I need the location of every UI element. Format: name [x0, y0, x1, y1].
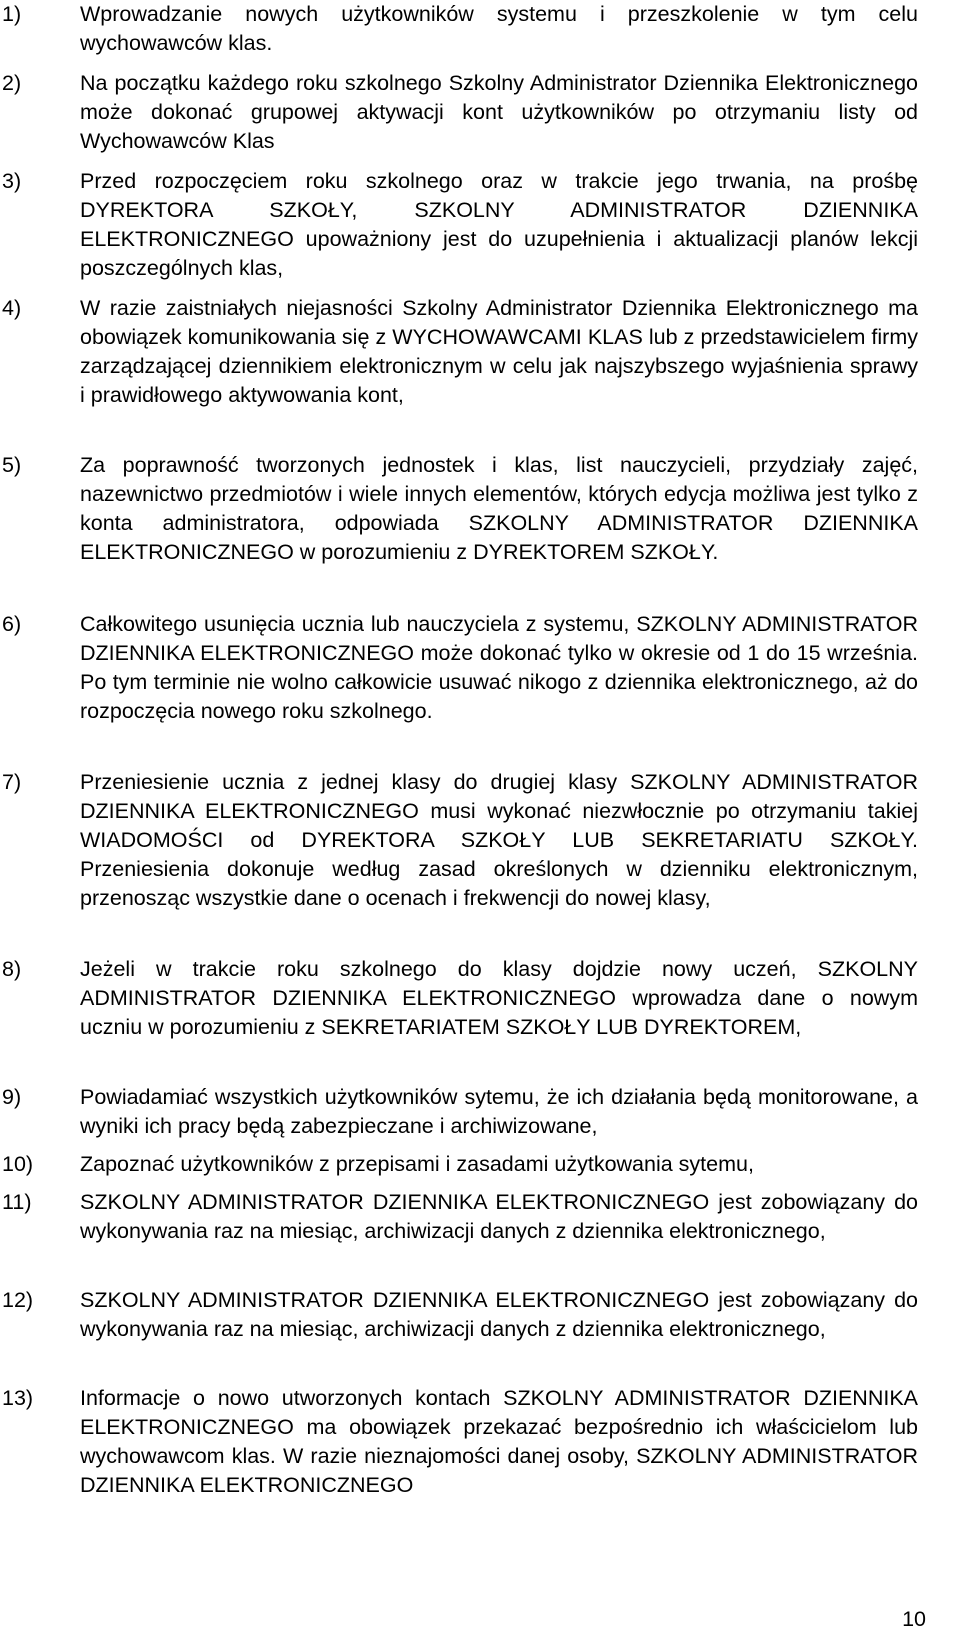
- item-number: 9): [2, 1085, 22, 1109]
- item-number: 12): [2, 1288, 34, 1312]
- list-item-12: [0, 1286, 960, 1344]
- item-text: Wprowadzanie nowych użytkowników systemu i przeszkolenie w tym celu wychowawców klas.: [80, 2, 918, 55]
- item-text: Powiadamiać wszystkich użytkowników sytemu, że ich działania będą monitorowane, a wyniki ich pracy będą zabezpieczane i archiwizowane,: [80, 1085, 918, 1138]
- item-text: Jeżeli w trakcie roku szkolnego do klasy dojdzie nowy uczeń, SZKOLNY ADMINISTRATOR DZIENNIKA ELEKTRONICZNEGO wprowadza dane o nowym uczniu w porozumieniu z SEKRETARIATEM SZKOŁY LUB DYREKTOREM,: [80, 957, 918, 1039]
- item-number: 10): [2, 1152, 34, 1176]
- item-number: 2): [2, 71, 22, 95]
- list-item-11: [0, 1188, 960, 1246]
- list-item-4: [0, 294, 960, 410]
- item-number: 7): [2, 770, 22, 794]
- item-text: Zapoznać użytkowników z przepisami i zasadami użytkowania sytemu,: [80, 1152, 754, 1176]
- item-number: 4): [2, 296, 22, 320]
- item-number: 8): [2, 957, 22, 981]
- item-number: 3): [2, 169, 22, 193]
- list-item-1: [0, 0, 960, 58]
- item-number: 6): [2, 612, 22, 636]
- list-item-2: [0, 69, 960, 156]
- list-item-10: [0, 1150, 960, 1179]
- item-text: SZKOLNY ADMINISTRATOR DZIENNIKA ELEKTRONICZNEGO jest zobowiązany do wykonywania raz na miesiąc, archiwizacji danych z dziennika elektronicznego,: [80, 1288, 918, 1341]
- item-number: 1): [2, 2, 22, 26]
- item-text: SZKOLNY ADMINISTRATOR DZIENNIKA ELEKTRONICZNEGO jest zobowiązany do wykonywania raz na miesiąc, archiwizacji danych z dziennika elektronicznego,: [80, 1190, 918, 1243]
- list-item-3: [0, 167, 960, 283]
- item-number: 5): [2, 453, 22, 477]
- item-text: Przeniesienie ucznia z jednej klasy do drugiej klasy SZKOLNY ADMINISTRATOR DZIENNIKA ELEKTRONICZNEGO musi wykonać niezwłocznie po otrzymaniu takiej WIADOMOŚCI od DYREKTORA SZKOŁY LUB SEKRETARIATU SZKOŁY. Przeniesienia dokonuje według zasad określonych w dzienniku elektronicznym, przenosząc wszystkie dane o ocenach i frekwencji do nowej klasy,: [80, 770, 918, 910]
- item-number: 13): [2, 1386, 34, 1410]
- list-item-5: [0, 451, 960, 567]
- item-text: Całkowitego usunięcia ucznia lub nauczyciela z systemu, SZKOLNY ADMINISTRATOR DZIENNIKA ELEKTRONICZNEGO może dokonać tylko w okresie od 1 do 15 września. Po tym terminie nie wolno całkowicie usuwać nikogo z dziennika elektronicznego, aż do rozpoczęcia nowego roku szkolnego.: [80, 612, 918, 723]
- item-text: Na początku każdego roku szkolnego Szkolny Administrator Dziennika Elektronicznego może dokonać grupowej aktywacji kont użytkowników po otrzymaniu listy od Wychowawców Klas: [80, 71, 918, 153]
- item-text: Za poprawność tworzonych jednostek i klas, list nauczycieli, przydziały zajęć, nazewnictwo przedmiotów i wiele innych elementów, których edycja możliwa jest tylko z konta administratora, odpowiada SZKOLNY ADMINISTRATOR DZIENNIKA ELEKTRONICZNEGO w porozumieniu z DYREKTOREM SZKOŁY.: [80, 453, 918, 564]
- page-number: 10: [902, 1607, 926, 1631]
- list-item-7: [0, 768, 960, 913]
- item-text: Przed rozpoczęciem roku szkolnego oraz w trakcie jego trwania, na prośbę DYREKTORA SZKOŁY, SZKOLNY ADMINISTRATOR DZIENNIKA ELEKTRONICZNEGO upoważniony jest do uzupełnienia i aktualizacji planów lekcji poszczególnych klas,: [80, 169, 918, 280]
- item-text: W razie zaistniałych niejasności Szkolny Administrator Dziennika Elektronicznego ma obowiązek komunikowania się z WYCHOWAWCAMI KLAS lub z przedstawicielem firmy zarządzającej dziennikiem elektronicznym w celu jak najszybszego wyjaśnienia sprawy i prawidłowego aktywowania kont,: [80, 296, 918, 407]
- item-text: Informacje o nowo utworzonych kontach SZKOLNY ADMINISTRATOR DZIENNIKA ELEKTRONICZNEGO ma obowiązek przekazać bezpośrednio ich właścicielom lub wychowawcom klas. W razie nieznajomości danej osoby, SZKOLNY ADMINISTRATOR DZIENNIKA ELEKTRONICZNEGO: [80, 1386, 918, 1497]
- item-number: 11): [2, 1190, 32, 1214]
- list-item-9: [0, 1083, 960, 1141]
- list-item-13: [0, 1384, 960, 1500]
- list-item-8: [0, 955, 960, 1042]
- list-item-6: [0, 610, 960, 726]
